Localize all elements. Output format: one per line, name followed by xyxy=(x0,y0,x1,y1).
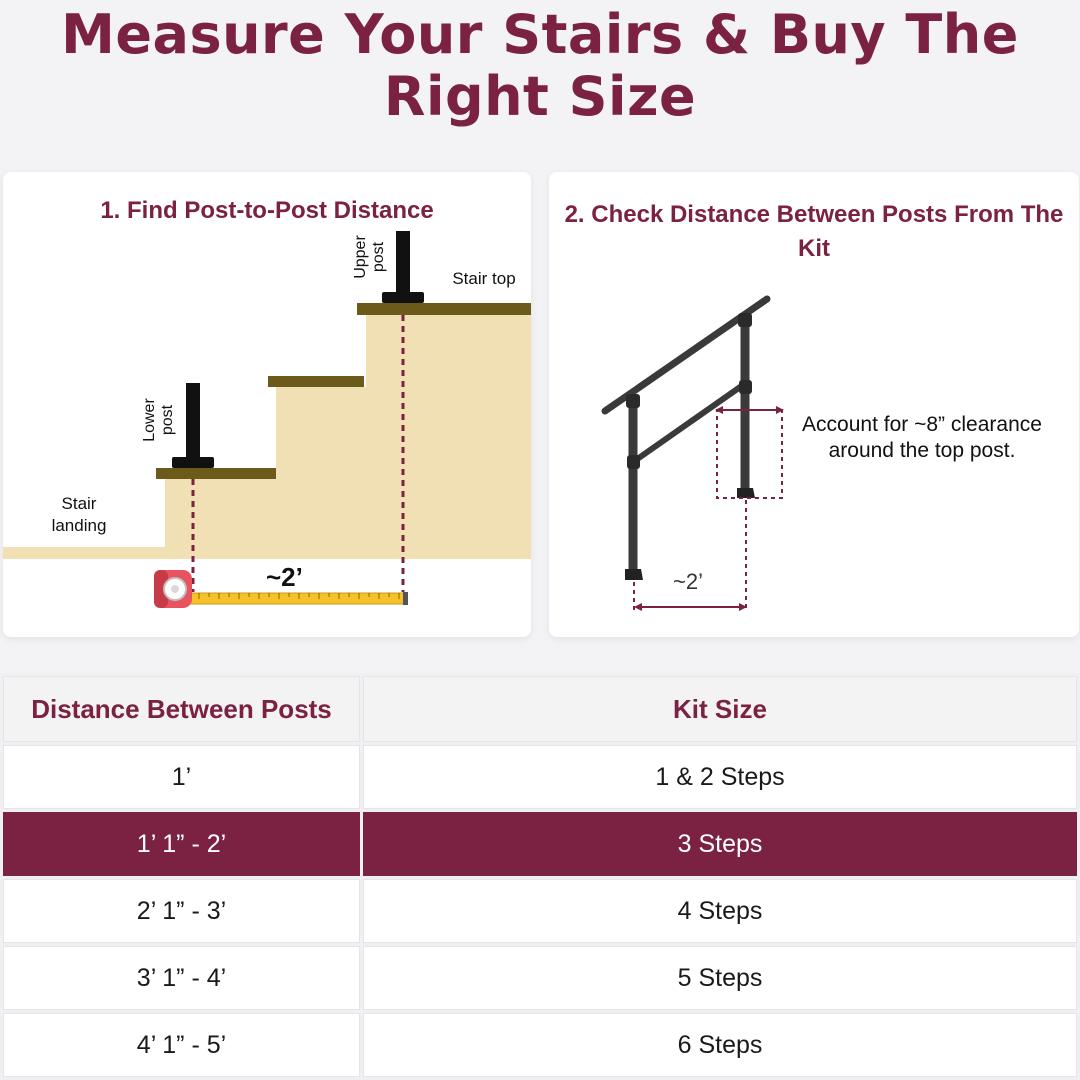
dim-arrow-left xyxy=(634,603,642,611)
tape-blade xyxy=(189,593,407,604)
kit-size-cell: 6 Steps xyxy=(363,1013,1077,1077)
upper-post-label: Upper post xyxy=(352,235,387,279)
left-post-joint xyxy=(627,455,640,469)
distance-cell: 1’ 1” - 2’ xyxy=(3,812,360,876)
distance-cell: 1’ xyxy=(3,745,360,809)
right-post-foot xyxy=(737,488,755,498)
headline: Measure Your Stairs & Buy The Right Size xyxy=(61,3,1019,128)
table-header-row xyxy=(3,676,1077,742)
left-post-foot xyxy=(625,569,643,580)
upper-post-base xyxy=(382,292,424,303)
upper-post xyxy=(396,231,410,297)
distance-cell: 2’ 1” - 3’ xyxy=(3,879,360,943)
lower-post-label: Lower post xyxy=(141,398,176,442)
tape-end-hook xyxy=(403,592,408,605)
kit-size-cell: 5 Steps xyxy=(363,946,1077,1010)
kit-distance-card xyxy=(549,172,1079,637)
right-post-fitting xyxy=(738,313,752,327)
stair-top-label: Stair top xyxy=(452,269,516,288)
kit-size-table xyxy=(0,673,1080,1080)
left-post-fitting xyxy=(626,394,640,408)
handrail-lower xyxy=(633,385,743,462)
header-distance: Distance Between Posts xyxy=(3,676,360,742)
step1-title: 1. Find Post-to-Post Distance xyxy=(100,197,434,224)
header-kit-size: Kit Size xyxy=(363,676,1077,742)
step2-title: 2. Check Distance Between Posts From The Kit xyxy=(564,201,1064,262)
kit-distance-label: ~2’ xyxy=(673,569,703,594)
table-row xyxy=(3,879,1077,943)
distance-label: ~2’ xyxy=(266,562,303,592)
lower-post xyxy=(186,383,200,461)
tape-case-icon xyxy=(154,570,192,608)
table-row-highlighted xyxy=(3,812,1077,876)
table-row xyxy=(3,946,1077,1010)
distance-cell: 4’ 1” - 5’ xyxy=(3,1013,360,1077)
tread-lower xyxy=(156,468,276,479)
post-to-post-card xyxy=(3,172,531,637)
kit-size-cell: 4 Steps xyxy=(363,879,1077,943)
tread-top xyxy=(357,303,531,315)
clearance-note: Account for ~8” clearance around the top post. xyxy=(802,413,1042,462)
stair-landing-label: Stair landing xyxy=(51,494,107,535)
distance-cell: 3’ 1” - 4’ xyxy=(3,946,360,1010)
table-row xyxy=(3,1013,1077,1077)
kit-size-cell: 3 Steps xyxy=(363,812,1077,876)
table-row xyxy=(3,745,1077,809)
lower-post-base xyxy=(172,457,214,468)
kit-size-cell: 1 & 2 Steps xyxy=(363,745,1077,809)
right-post-joint xyxy=(739,380,752,394)
tread-middle xyxy=(268,376,364,387)
handrail-kit-diagram xyxy=(549,172,1079,637)
